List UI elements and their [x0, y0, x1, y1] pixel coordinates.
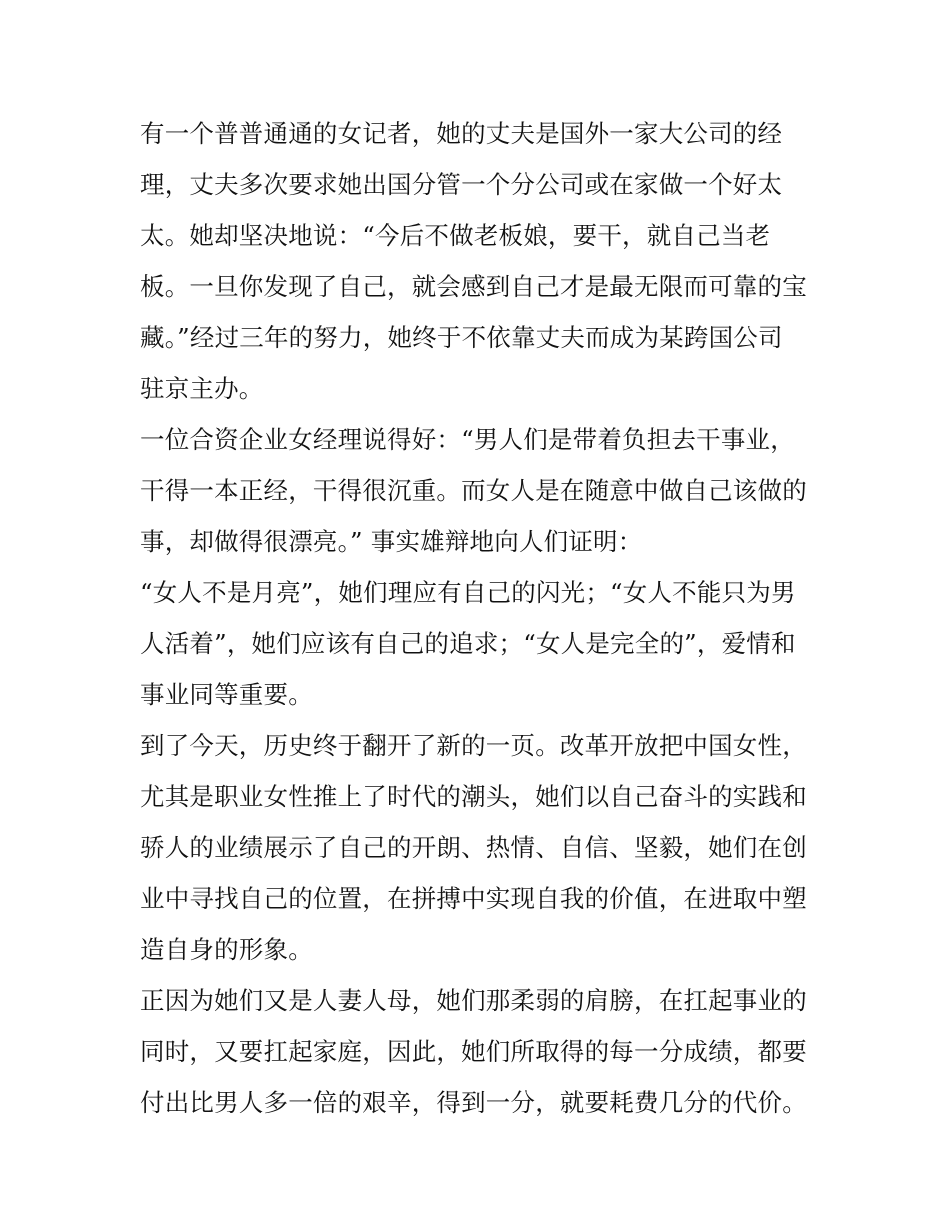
paragraph-4 — [140, 720, 820, 975]
paragraph-3 — [140, 567, 820, 720]
text-line: 板。一旦你发现了自己，就会感到自己才是最无限而可靠的宝 — [140, 272, 807, 301]
paragraph-1 — [140, 108, 820, 414]
text-line: 业中寻找自己的位置，在拼搏中实现自我的价值，在进取中塑 — [140, 884, 807, 913]
text-line: 干得一本正经，干得很沉重。而女人是在随意中做自己该做的 — [140, 476, 807, 505]
text-line: 太。她却坚决地说：“今后不做老板娘，要干，就自己当老 — [140, 221, 771, 250]
text-line: 驻京主办。 — [140, 374, 264, 403]
text-line: 付出比男人多一倍的艰辛，得到一分，就要耗费几分的代价。 — [140, 1088, 807, 1117]
text-line: 事，却做得很漂亮。” 事实雄辩地向人们证明： — [140, 527, 643, 556]
text-line: 造自身的形象。 — [140, 935, 313, 964]
text-line: 人活着”，她们应该有自己的追求；“女人是完全的”，爱情和 — [140, 629, 796, 658]
document-body — [140, 108, 820, 1128]
text-line: 理，丈夫多次要求她出国分管一个分公司或在家做一个好太 — [140, 170, 783, 199]
text-line: 同时，又要扛起家庭，因此，她们所取得的每一分成绩，都要 — [140, 1037, 807, 1066]
paragraph-2 — [140, 414, 820, 567]
text-line: 骄人的业绩展示了自己的开朗、热情、自信、坚毅，她们在创 — [140, 833, 807, 862]
text-line: 事业同等重要。 — [140, 680, 313, 709]
text-line: 有一个普普通通的女记者，她的丈夫是国外一家大公司的经 — [140, 119, 783, 148]
text-line: 一位合资企业女经理说得好：“男人们是带着负担去干事业， — [140, 425, 795, 454]
text-line: 藏。”经过三年的努力，她终于不依靠丈夫而成为某跨国公司 — [140, 323, 783, 352]
text-line: “女人不是月亮”，她们理应有自己的闪光；“女人不能只为男 — [140, 578, 796, 607]
text-line: 到了今天，历史终于翻开了新的一页。改革开放把中国女性， — [140, 731, 807, 760]
text-line: 正因为她们又是人妻人母，她们那柔弱的肩膀，在扛起事业的 — [140, 986, 807, 1015]
paragraph-5 — [140, 975, 820, 1128]
text-line: 尤其是职业女性推上了时代的潮头，她们以自己奋斗的实践和 — [140, 782, 807, 811]
